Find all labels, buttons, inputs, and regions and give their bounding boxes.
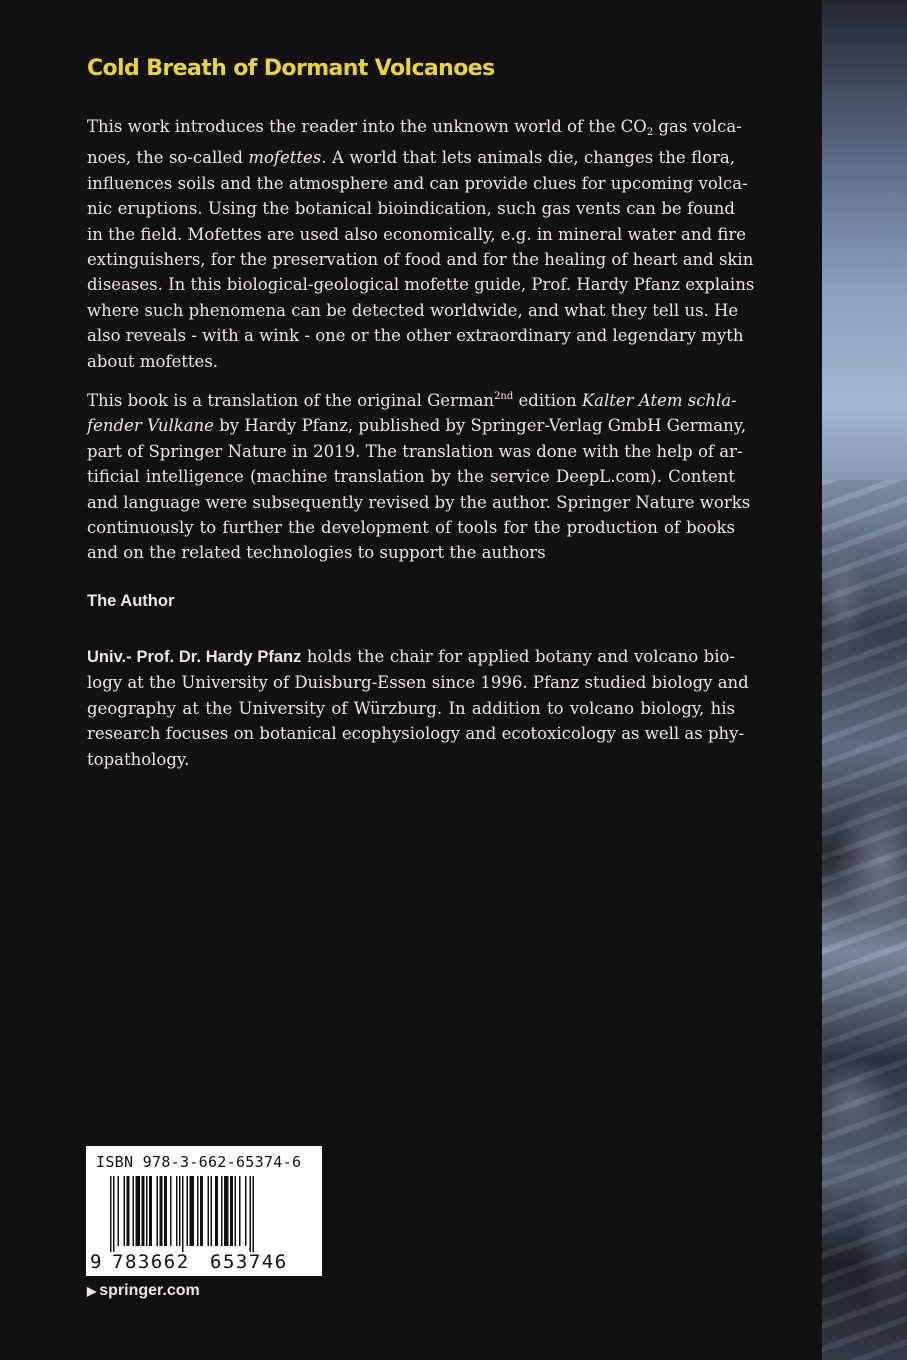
barcode-bar [170,1176,172,1246]
text-fragment: gas volca- [653,117,742,136]
website-label: springer.com [99,1282,200,1299]
barcode-bar [160,1176,163,1246]
barcode-bar [179,1176,181,1246]
text-line: in the field. Mofettes are used also economically, e.g. in mineral water and fire [87,224,746,244]
barcode-bar [200,1176,203,1246]
barcode-bars [110,1176,300,1252]
barcode-bar [230,1176,233,1246]
barcode-bar [118,1176,120,1246]
superscript: 2nd [494,391,514,402]
text-fragment: edition [513,391,582,410]
book-title: Cold Breath of Dormant Volcanoes [87,56,495,81]
translation-note-paragraph [87,388,751,566]
arrow-right-icon: ▶ [87,1284,97,1298]
text-fragment: . A world that lets animals die, changes the flora, [321,148,736,168]
text-line: where such phenomena can be detected worldwide, and what they tell us. He [87,300,739,320]
text-fragment: This book is a translation of the original German [87,391,495,410]
text-fragment: holds the chair for applied botany and volcano bio- [301,647,735,666]
author-bio-paragraph [87,644,749,772]
barcode-bar [127,1176,130,1246]
text-line: part of Springer Nature in 2019. The translation was done with the help of ar- [87,441,743,461]
barcode-bar [211,1176,213,1246]
description-paragraph [87,114,755,374]
text-line: continuously to further the development of tools for the production of books [87,518,735,538]
barcode-bar [146,1176,148,1246]
text-line: extinguishers, for the preservation of food and for the healing of heart and skin [87,250,754,270]
barcode-bar [133,1176,135,1246]
text-line: nic eruptions. Using the botanical bioindication, such gas vents can be found [87,199,735,219]
barcode-bar [215,1176,218,1246]
text-fragment: noes, the so-called [87,148,249,168]
barcode-bar [253,1176,255,1252]
barcode-bar [142,1176,145,1246]
isbn-lead-digit: 9 [90,1251,102,1273]
barcode-bar [197,1176,199,1246]
barcode-bar [221,1176,223,1246]
text-fragment: by Hardy Pfanz, published by Springer-Verlag GmbH Germany, [213,416,747,436]
barcode-bar [187,1176,189,1246]
barcode-bar [157,1176,159,1246]
isbn-label: ISBN 978-3-662-65374-6 [96,1153,302,1171]
author-heading: The Author [87,592,175,610]
text-line: and language were subsequently revised by the author. Springer Nature works [87,492,751,512]
isbn-group-2: 653746 [210,1251,288,1273]
text-line: and on the related technologies to support the authors [87,543,546,563]
water-ripple-texture [822,480,907,1360]
author-name: Univ.- Prof. Dr. Hardy Pfanz [87,648,302,666]
text-line: also reveals - with a wink - one or the other extraordinary and legendary myth [87,326,744,346]
barcode-bar [176,1176,178,1246]
barcode-bar [245,1176,247,1246]
barcode-bar [110,1176,112,1252]
text-line: geography at the University of Würzburg. In addition to volcano biology, his [87,698,735,718]
barcode-bar [235,1176,237,1246]
emphasis: fender Vulkane [87,416,214,436]
barcode-bar [149,1176,152,1246]
barcode-bar [164,1176,167,1246]
barcode-bar [113,1176,115,1252]
barcode-bar [190,1176,195,1246]
text-line: research focuses on botanical ecophysiology and ecotoxicology as well as phy- [87,724,745,744]
barcode-bar [224,1176,229,1246]
text-line: logy at the University of Duisburg-Essen since 1996. Pfanz studied biology and [87,673,749,693]
text-line: tificial intelligence (machine translation by the service DeepL.com). Content [87,467,735,487]
publisher-website[interactable] [87,1282,200,1300]
barcode-bar [136,1176,141,1246]
isbn-group-1: 783662 [112,1251,190,1273]
barcode-bar [182,1176,184,1252]
text-line: diseases. In this biological-geological mofette guide, Prof. Hardy Pfanz explains [87,275,755,295]
barcode-bar [250,1176,252,1252]
text-fragment: This work introduces the reader into the unknown world of the CO [87,117,647,136]
emphasis: mofettes [248,148,322,168]
text-line: about mofettes. [87,351,219,371]
emphasis: Kalter Atem schla- [581,391,737,410]
barcode-bar [208,1176,210,1246]
barcode-bar [239,1176,241,1246]
subscript: 2 [646,127,654,138]
isbn-barcode [86,1146,322,1276]
text-line: influences soils and the atmosphere and can provide clues for upcoming volca- [87,173,748,193]
text-line: topathology. [87,749,190,769]
barcode-bar [124,1176,126,1246]
